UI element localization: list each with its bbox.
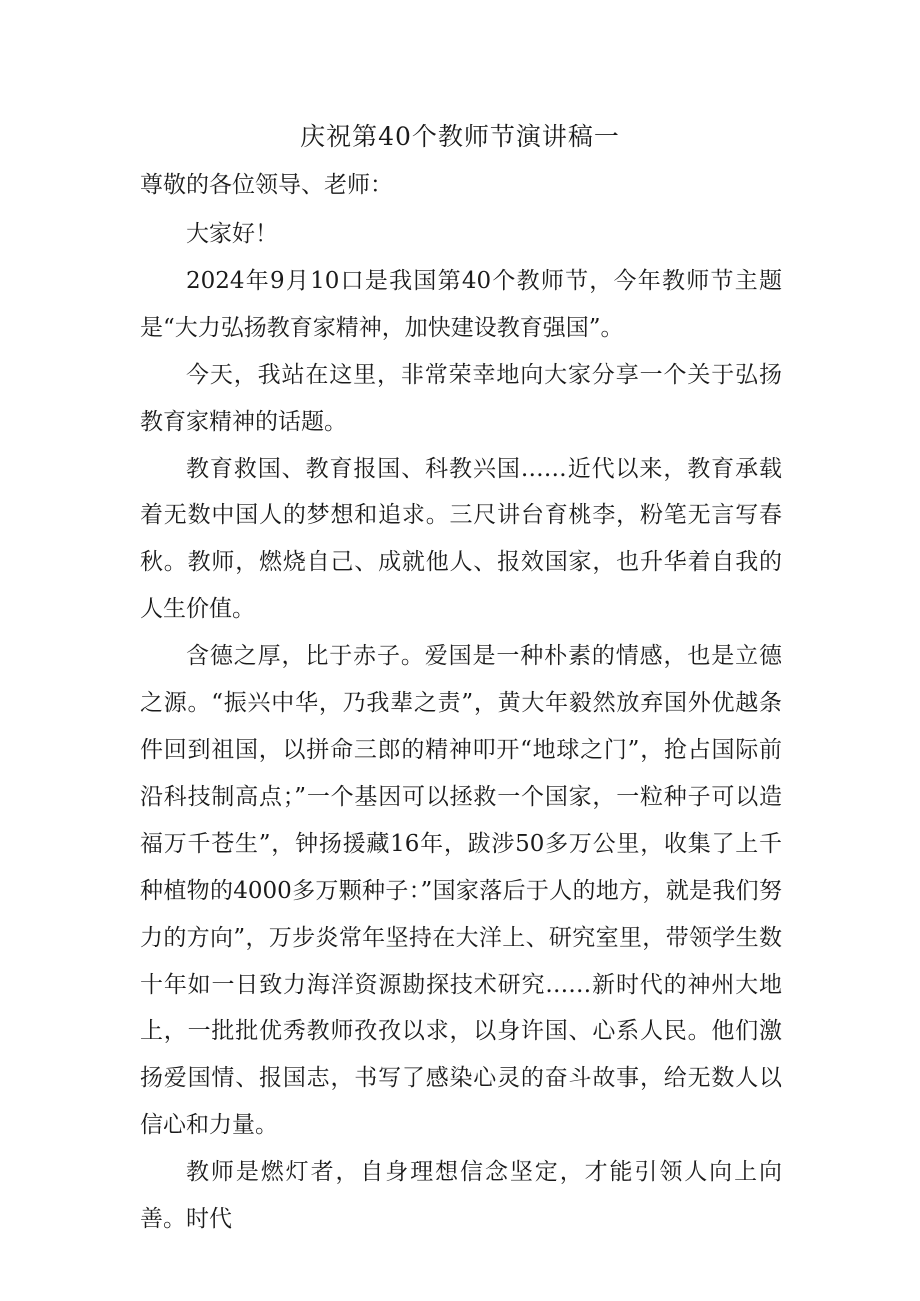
paragraph-theme: 2024年9月10口是我国第40个教师节，今年教师节主题是“大力弘扬教育家精神，加快建设教育强国”。 [140,267,782,341]
paragraph-greeting: 大家好！ [186,221,278,247]
document-title: 庆祝第40个教师节演讲稿一 [300,122,620,151]
document-body [140,211,782,1243]
paragraph-intro: 今天，我站在这里，非常荣幸地向大家分享一个关于弘扬教育家精神的话题。 [140,361,782,435]
paragraph-patriotism: 含德之厚，比于赤子。爱国是一种朴素的情感，也是立德之源。“振兴中华，乃我辈之责”，黄大年毅然放弃国外优越条件回到祖国，以拼命三郎的精神叩开“地球之门”，抢占国际前沿科技制高点；”一个基因可以拯救一个国家，一粒种子可以造福万千苍生”，钟扬援藏16年，跋涉50多万公里，收集了上千种植物的4000多万颗种子：”国家落后于人的地方，就是我们努力的方向”，万步炎常年坚持在大洋上、研究室里，带领学生数十年如一日致力海洋资源勘探技术研究……新时代的神州大地上，一批批优秀教师孜孜以求，以身许国、心系人民。他们激扬爱国情、报国志，书写了感染心灵的奋斗故事，给无数人以信心和力量。 [140,643,782,1139]
paragraph-education-history: 教育救国、教育报国、科教兴国……近代以来，教育承载着无数中国人的梦想和追求。三尺讲台育桃李，粉笔无言写春秋。教师，燃烧自己、成就他人、报效国家，也升华着自我的人生价值。 [140,455,782,623]
salutation: 尊敬的各位领导、老师： [140,172,393,198]
paragraph-lamp-bearer: 教师是燃灯者，自身理想信念坚定，才能引领人向上向善。时代 [140,1159,782,1233]
